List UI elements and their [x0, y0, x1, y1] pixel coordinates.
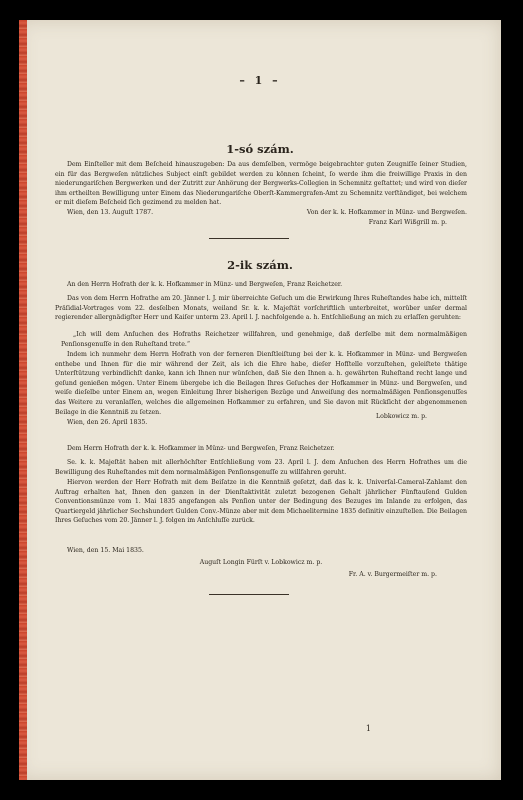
section-1-authority: Von der k. k. Hofkammer in Münz- und Bergweſen. — [306, 209, 467, 216]
section-2-date: Wien, den 26. April 1835. — [67, 419, 148, 426]
section-1-date: Wien, den 13. Auguſt 1787. — [67, 209, 154, 216]
imperial-resolution-quote: „Ich will dem Anſuchen des Hofraths Reichetzer willfahren, und genehmige, daß derſelbe mit dem normalmäßigen Penſionsgenuſſe in den Ruheſtand trete.“ — [61, 331, 467, 348]
paragraph-1: Das von dem Herrn Hofrathe am 20. Jänner l. J. mir überreichte Geſuch um die Erwirkung Ihres Ruheſtandes habe ich, mittelſt Präſidial-Vortrages vom 22. desſelben Monats, weiland Sr. k. k. Majeſtät vorſchriftlich unterbreitet, worüber unſer dermal regierender allergnädigſter Herr und Kaiſer unterm 23. April l. J. nachfolgende a. h. Entſchließung an mich zu erlaſſen geruhten: — [55, 295, 467, 322]
section-2-date-2: Wien, den 15. Mai 1835. — [67, 547, 144, 554]
paragraph-3: Se. k. k. Majeſtät haben mit allerhöchſter Entſchließung vom 23. April l. J. dem Anſuchen des Herrn Hofrathes um die Bewilligung des Ruheſtandes mit dem normalmäßigen Penſionsgenuſſe zu willfahren geruht. — [55, 459, 467, 476]
paragraph-4: Hiervon werden der Herr Hofrath mit dem Beiſatze in die Kenntniß geſetzt, daß das k. k. Univerſal-Cameral-Zahlamt den Auftrag erhalten hat, Ihnen den ganzen in der Dienſtaktivität zuletzt bezogenen Gehalt jährlicher Fünftauſend Gulden Conventionsmünze vom 1. Mai 1835 angefangen als Penſion unter der Bedingung des Bezuges im Inlande zu erfolgen, das Quartiergeld jährlicher Sechshundert Gulden Conv.-Münze aber mit dem Michaelitermine 1835 deſinitiv einzuſtellen. Die Beilagen Ihres Geſuches vom 20. Jänner l. J. folgen im Anſchluſſe zurück. — [55, 479, 467, 525]
section-1-body: Dem Einſteller mit dem Beſcheid hinauszugeben: Da aus demſelben, vermöge beigebrachter guten Zeugniſſe ſeiner Studien, ein für das Bergweſen nützliches Subject einſt gebildet werden zu können ſcheint, ſo werde ihm die freiwillige Praxis in den niederungariſchen Bergwerken und der Zutritt zur Anhörung der Bergwerks-Collegien in Schemnitz geſtattet; und wird von dieſer ihm ertheilten Bewilligung unter Einem das Niederungariſche Oberſt-Kammergrafen-Amt zu Schemnitz verſtändiget, bei welchem er mit dieſem Beſcheid ſich gezimend zu melden hat. — [55, 161, 467, 207]
red-marbled-edge — [19, 20, 27, 780]
address-1: An den Herrn Hofrath der k. k. Hofkammer in Münz- und Bergweſen, Franz Reichetzer. — [67, 281, 343, 288]
closing-divider — [209, 594, 289, 595]
paragraph-2: Indem ich nunmehr dem Herrn Hofrath von der ferneren Dienſtleiſtung bei der k. k. Hofkammer in Münz- und Bergweſen enthebe und Ihnen für die mir während der Zeit, als ich die Ehre habe, dieſer Hofſtelle vorzuſtehen, geleiſtete thätige Unterſtützung verbindlichſt danke, kann ich Ihnen nur wünſchen, daß Sie den Ihnen a. h. gewährten Ruheſtand recht lange und geſund genießen mögen. Unter Einem übergebe ich die Beilagen Ihres Geſuches der Hofkammer in Münz- und Bergweſen, und weiſe dieſelbe unter Einem an, wegen Einleitung Ihrer bisherigen Bezüge und Anweiſung des normalmäßigen Penſionsgenuſſes das Weitere zu veranlaſſen, welches die allgemeinen Hofkammer zu erfahren, und Sie davon mit Rückſicht der abgenommenen Beilage in die Kenntniß zu ſetzen. — [55, 351, 467, 416]
section-2-heading: 2-ik szám. — [227, 258, 293, 272]
footer-number: 1 — [365, 724, 371, 733]
page-number: – 1 – — [239, 74, 281, 87]
section-1-heading: 1-só szám. — [226, 142, 294, 156]
section-divider — [209, 238, 289, 239]
document-page — [19, 20, 501, 780]
section-2-signature: Lobkowicz m. p. — [376, 413, 427, 420]
section-2-signature-2: Auguſt Longin Fürſt v. Lobkowicz m. p. — [199, 559, 323, 566]
address-2: Dem Herrn Hofrath der k. k. Hofkammer in Münz- und Bergweſen, Franz Reichetzer. — [67, 445, 335, 452]
section-1-signature: Franz Karl Wißgrill m. p. — [368, 219, 447, 226]
section-2-signature-3: Fr. A. v. Burgermeiſter m. p. — [348, 571, 437, 578]
